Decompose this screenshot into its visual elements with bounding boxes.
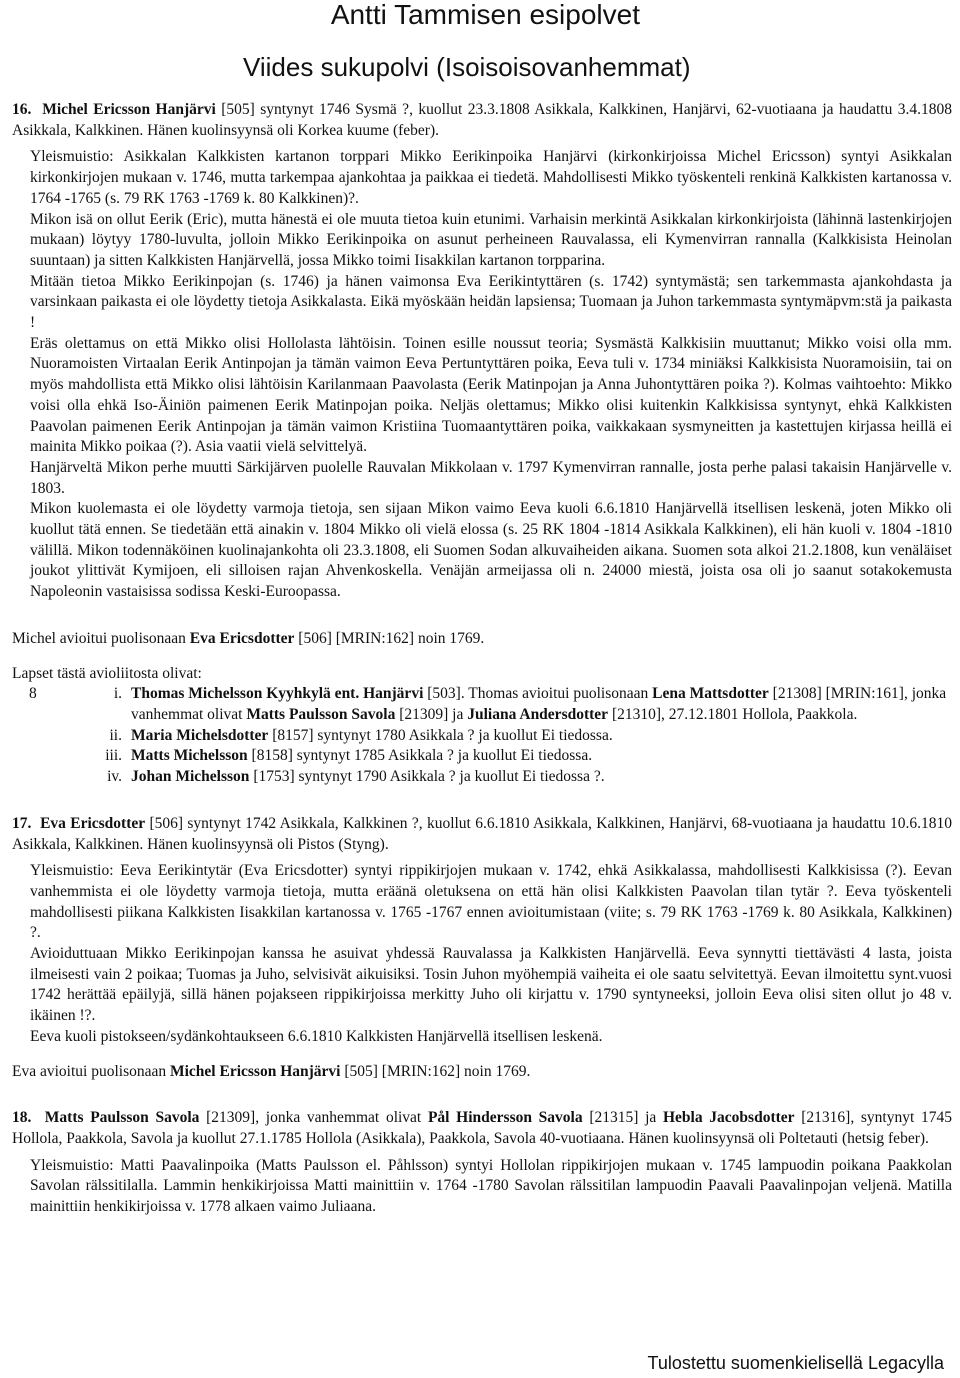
note-paragraph: Hanjärveltä Mikon perhe muutti Särkijärven puolelle Rauvalan Mikkolaan v. 1797 Kymenvirran rannalle, josta perhe palasi takaisin Hanjärvelle v. 1803.: [30, 458, 952, 497]
note-paragraph: Mikon kuolemasta ei ole löydetty varmoja tietoja, sen sijaan Mikon vaimo Eeva kuoli 6.6.1810 Hanjärvellä itsellisen leskenä, joten Mikko oli kuollut tätä ennen. Se tiedetään että ainakin v. 1804 Mikko oli vielä elossa (s. 25 RK 1804 -1814 Asikkala Kalkkinen), eli hän kuoli v. 1804 -1810 välillä. Mikon todennäköinen kuolinajankohta oli 23.3.1808, eli Suomen Sodan alkuvaiheiden aikana. Suomen sota alkoi 21.2.1808, kun venäläiset joukot ylittivät Kymijoen, eli silloisen rajan Ahvenkoskella. Venäjän armeijassa oli n. 24000 miestä, joista osa oli jo saanut sotakokemusta Napoleonin vastaisissa sodissa Keski-Euroopassa.: [30, 500, 952, 601]
generation-title: Viides sukupolvi (Isoisoisovanhemmat): [243, 52, 691, 82]
person-18-entry: 18. Matts Paulsson Savola [21309], jonka vanhemmat olivat Pål Hindersson Savola [21315] ja Hebla Jacobsdotter [21316], syntynyt 1745 Hollola, Paakkola, Savola ja kuollut 27.1.1785 Hollola (Asikkala), Paakkola, Savola 40-vuotiaana. Hänen kuolinsyynsä oli Poltetauti (hetsig feber).: [12, 1109, 952, 1147]
marriage-line: Michel avioitui puolisonaan Eva Ericsdotter [506] [MRIN:162] noin 1769.: [12, 629, 485, 647]
document-header-title: Antti Tammisen esipolvet: [330, 0, 640, 30]
child-index: iv.: [107, 768, 122, 786]
child-number: 8: [29, 685, 37, 703]
person-name: Eva Ericsdotter: [40, 814, 146, 832]
father-name: Pål Hindersson Savola: [427, 1109, 583, 1127]
page-footer: Tulostettu suomenkielisellä Legacylla: [647, 1353, 944, 1373]
marriage-line: Eva avioitui puolisonaan Michel Ericsson Hanjärvi [505] [MRIN:162] noin 1769.: [12, 1062, 531, 1080]
note-paragraph: Yleismuistio: Asikkalan Kalkkisten kartanon torppari Mikko Eerikinpoika Hanjärvi (kirkonkirjoissa Michel Ericsson) syntyi Asikkalan kirkonkirjojen mukaan v. 1746, mutta tarkempaa ajankohtaa ja paikkaa ei tiedetä. Mahdollisesti Mikko työskenteli renkinä Kalkkisten kartanossa v. 1764 -1765 (s. 79 RK 1763 -1769 k. 80 Kalkkinen)?.: [30, 148, 952, 207]
child-index: iii.: [105, 747, 122, 765]
person-17-entry: [12, 814, 952, 855]
spouse-name: Eva Ericsdotter: [189, 629, 295, 647]
person-16-entry: [12, 100, 952, 141]
person-number: 16.: [12, 101, 32, 118]
person-details: [506] syntynyt 1742 Asikkala, Kalkkinen ?, kuollut 6.6.1810 Asikkala, Kalkkinen, Hanjärvi, 68-vuotiaana ja haudattu 10.6.1810 Asikkala, Kalkkinen. Hänen kuolinsyynsä oli Pistos (Styng).: [12, 814, 952, 853]
note-paragraph: Avioiduttuaan Mikko Eerikinpojan kanssa he asuivat yhdessä Rauvalassa ja Kalkkisten Hanjärvellä. Eeva synnytti tiettävästi 4 lasta, joista ilmeisesti vain 2 poikaa; Tuomas ja Juho, selvisivät aikuisiksi. Tosin Juhon myöhempiä vaiheita ei ole saatu selvitettyä. Eevan ilmoitettu synt.vuosi 1742 herättää epäilyjä, sillä hänen pojakseen rippikirjoissa merkitty Juho oli kirjattu v. 1790 syntyneeksi, jolloin Eeva olisi siten ollut jo 48 v. ikäinen !?.: [30, 945, 952, 1025]
child-name: Thomas Michelsson Kyyhkylä ent. Hanjärvi: [131, 685, 424, 703]
child-entry: ii. Maria Michelsdotter [8157] syntynyt 1780 Asikkala ? ja kuollut Ei tiedossa.: [12, 726, 952, 747]
child-entry: iii. Matts Michelsson [8158] syntynyt 1785 Asikkala ? ja kuollut Ei tiedossa.: [12, 746, 952, 767]
note-paragraph: Mitään tietoa Mikko Eerikinpojan (s. 1746) ja hänen vaimonsa Eva Eerikintyttären (s. 1742) syntymästä; sen tarkemmasta ajankohdasta ja varsinkaan paikasta ei ole löydetty tietoja Asikkalasta. Eikä myöskään heidän lapsiensa; Tuomaan ja Juhon tarkemmasta syntymäpvm:stä ja paikasta !: [30, 272, 952, 332]
note-paragraph: Yleismuistio: Eeva Eerikintytär (Eva Ericsdotter) syntyi rippikirjojen mukaan v. 1742, ehkä Asikkalassa, mahdollisesti Kalkkisissa (?). Eevan vanhemmista ei ole löydetty varmoja tietoja, mutta eräänä oletuksena on että hän olisi Kalkkisten Paavolan tilan tytär ?. Eeva työskenteli mahdollisesti piikana Kalkkisten Iisakkilan kartanossa v. 1765 -1767 ennen avioitumistaan (viite; s. 79 RK 1763 -1769 k. 80 Asikkala, Kalkkinen) ?.: [30, 862, 952, 942]
note-paragraph: Eeva kuoli pistokseen/sydänkohtaukseen 6.6.1810 Kalkkisten Hanjärvellä itsellisen leskenä.: [30, 1027, 603, 1045]
child-name: Johan Michelsson: [131, 768, 250, 786]
note-paragraph: Yleismuistio: Matti Paavalinpoika (Matts Paulsson el. Påhlsson) syntyi Hollolan rippikirjojen mukaan v. 1745 lampuodin poikana Paakkolan Savolan rälssitilalla. Lammin henkikirjoissa Matti mainittiin v. 1764 -1780 Savolan rälssitilan lampuodin Paavali Paavalinpojan veljenä. Matilla mainittiin henkikirjoissa v. 1778 alkaen vaimo Juliaana.: [30, 1156, 952, 1216]
child-name: Matts Michelsson: [131, 747, 248, 765]
person-details: [505] syntynyt 1746 Sysmä ?, kuollut 23.3.1808 Asikkala, Kalkkinen, Hanjärvi, 62-vuotiaana ja haudattu 3.4.1808 Asikkala, Kalkkinen. Hänen kuolinsyynsä oli Korkea kuume (feber).: [12, 101, 952, 139]
children-heading: Lapset tästä avioliitosta olivat:: [12, 664, 202, 682]
note-paragraph: Eräs olettamus on että Mikko olisi Hollolasta lähtöisin. Toinen esille noussut teoria; Sysmästä Kalkkisiin muuttanut; Mikko voisi olla mm. Nuoramoisten Virtaalan Eerik Antinpojan ja tämän vaimon Eeva Pertuntyttären poika, Eeva tuli v. 1734 miniäksi Kalkkisista Nuoramoisiin, tai on myös mahdollista että Mikko olisi lähtöisin Karilanmaan Paavolasta (Eerik Matinpojan ja Anna Juhontyttären poika ?). Kolmas vaihtoehto: Mikko voisi olla ehkä Iso-Äiniön paimenen Eerik Matinpojan poika. Neljäs olettamus; Mikko olisi kuitenkin Kalkkisissa syntynyt, ehkä Kalkkisten Paavolan paimenen Eerik Antinpojan ja tämän vaimon Kristiina Tuomaantyttären poika, vaikkakaan sysmyneitten ja kastettujen kirjassa heillä ei mainita Mikko poikaa (?). Asia vaatii vielä selvittelyä.: [30, 334, 952, 456]
person-18-notes: [12, 1156, 952, 1218]
child-index: i.: [113, 685, 122, 703]
note-paragraph: Mikon isä on ollut Eerik (Eric), mutta hänestä ei ole muuta tietoa kuin etunimi. Varhaisin merkintä Asikkalan kirkonkirjoista (lähinnä lastenkirjojen mukaan) löytyy 1780-luvulta, jolloin Mikko Eerikinpoika on asunut perheineen Rauvalassa, eli Kymenvirran rannalla (Kalkkisista Heinolan suuntaan) ja sitten Kalkkisten Hanjärvellä, jossa Mikko toimi Iisakkilan kartanon torpparina.: [30, 210, 952, 269]
person-16-notes: [12, 147, 952, 602]
child-index: ii.: [109, 726, 122, 744]
person-name: Matts Paulsson Savola: [44, 1109, 200, 1127]
child-entry: iv. Johan Michelsson [1753] syntynyt 1790 Asikkala ? ja kuollut Ei tiedossa ?.: [12, 767, 952, 788]
person-name: Michel Ericsson Hanjärvi: [42, 101, 216, 118]
document-body: [12, 100, 952, 1218]
person-number: 17.: [12, 814, 32, 832]
child-name: Maria Michelsdotter: [131, 726, 269, 744]
person-number: 18.: [12, 1109, 32, 1127]
person-17-notes: [12, 861, 952, 1047]
spouse-name: Michel Ericsson Hanjärvi: [169, 1062, 341, 1080]
child-entry: 8 i. Thomas Michelsson Kyyhkylä ent. Hanjärvi [503]. Thomas avioitui puolisonaan Lena Mattsdotter [21308] [MRIN:161], jonka vanhemmat olivat Matts Paulsson Savola [21309] ja Juliana Andersdotter [21310], 27.12.1801 Hollola, Paakkola.: [29, 685, 947, 723]
mother-name: Hebla Jacobsdotter: [662, 1109, 795, 1127]
